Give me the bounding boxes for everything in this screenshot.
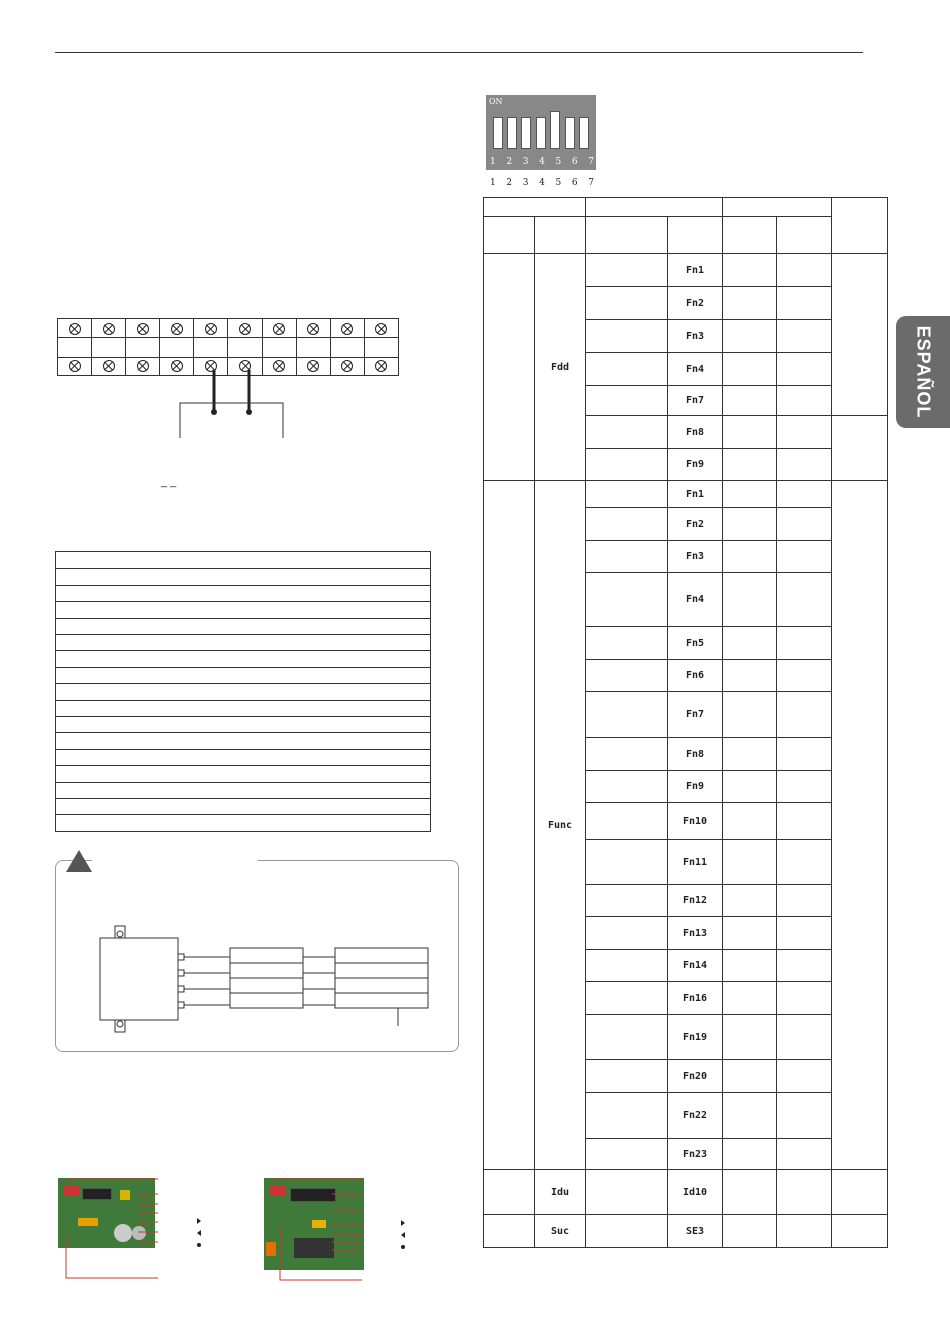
list-row-divider <box>56 683 430 684</box>
terminal-cell <box>194 338 228 357</box>
screw-icon <box>137 323 149 335</box>
function-code: Fn20 <box>668 1060 723 1093</box>
function-table <box>483 197 888 1248</box>
function-code: Fn3 <box>668 541 723 573</box>
screw-icon <box>273 323 285 335</box>
dip-num: 5 <box>555 157 562 167</box>
value-cell <box>777 692 832 738</box>
dip-num: 5 <box>555 178 562 188</box>
function-code: Id10 <box>668 1170 723 1215</box>
subheader-cell <box>777 217 832 254</box>
remark-cell <box>832 254 888 416</box>
terminal-cell <box>92 319 126 338</box>
value-cell <box>777 738 832 771</box>
remark-cell <box>832 1215 888 1248</box>
list-row-divider <box>56 814 430 815</box>
screw-icon <box>103 360 115 372</box>
value-cell <box>777 541 832 573</box>
list-row-divider <box>56 749 430 750</box>
value-cell <box>723 254 777 287</box>
terminal-cell <box>228 319 262 338</box>
group-cell <box>484 481 535 1170</box>
terminal-cell <box>126 338 160 357</box>
function-code: Fn1 <box>668 481 723 508</box>
header-rule <box>55 52 863 53</box>
description-cell <box>586 885 668 917</box>
subheader-cell <box>535 217 586 254</box>
description-cell <box>586 353 668 386</box>
value-cell <box>777 287 832 320</box>
warning-icon <box>66 850 92 872</box>
description-cell <box>586 508 668 541</box>
value-cell <box>777 386 832 416</box>
terminal-cell <box>331 356 365 375</box>
value-cell <box>723 320 777 353</box>
description-cell <box>586 1215 668 1248</box>
function-code: Fn7 <box>668 692 723 738</box>
description-cell <box>586 573 668 627</box>
description-cell <box>586 627 668 660</box>
description-cell <box>586 1015 668 1060</box>
dip-num: 1 <box>490 157 496 167</box>
group-label: Func <box>535 481 586 1170</box>
remark-cell <box>832 1170 888 1215</box>
value-cell <box>777 627 832 660</box>
terminal-block <box>57 318 399 376</box>
function-code: Fn10 <box>668 803 723 840</box>
list-row-divider <box>56 601 430 602</box>
value-cell <box>777 573 832 627</box>
value-cell <box>777 1170 832 1215</box>
function-code: Fn6 <box>668 660 723 692</box>
function-code: Fn7 <box>668 386 723 416</box>
screw-icon <box>205 323 217 335</box>
value-cell <box>723 287 777 320</box>
function-code: Fn16 <box>668 982 723 1015</box>
description-cell <box>586 287 668 320</box>
screw-icon <box>137 360 149 372</box>
dip-numbers-below <box>490 178 594 188</box>
value-cell <box>723 508 777 541</box>
terminal-cell <box>263 319 297 338</box>
header-cell <box>586 198 723 217</box>
function-code: Fn1 <box>668 254 723 287</box>
terminal-cell <box>126 319 160 338</box>
terminal-cell <box>365 356 398 375</box>
value-cell <box>723 840 777 885</box>
dip-switch-5 <box>550 111 560 149</box>
function-code: Fn22 <box>668 1093 723 1139</box>
terminal-cell <box>331 338 365 357</box>
list-row-divider <box>56 650 430 651</box>
function-code: Fn8 <box>668 738 723 771</box>
dip-num: 4 <box>539 157 545 167</box>
table-row <box>484 481 888 508</box>
group-label: Idu <box>535 1170 586 1215</box>
description-cell <box>586 320 668 353</box>
value-cell <box>723 416 777 449</box>
screw-icon <box>307 360 319 372</box>
dip-num: 4 <box>539 178 545 188</box>
function-code: Fn9 <box>668 771 723 803</box>
value-cell <box>723 803 777 840</box>
value-cell <box>723 386 777 416</box>
description-cell <box>586 771 668 803</box>
value-cell <box>777 1015 832 1060</box>
screw-icon <box>307 323 319 335</box>
pcb-callouts-right <box>262 1176 412 1286</box>
value-cell <box>777 1060 832 1093</box>
description-cell <box>586 660 668 692</box>
function-code: Fn11 <box>668 840 723 885</box>
terminal-cell <box>263 338 297 357</box>
list-row-divider <box>56 782 430 783</box>
subheader-cell <box>668 217 723 254</box>
screw-icon <box>341 360 353 372</box>
dip-num: 7 <box>588 178 594 188</box>
value-cell <box>777 885 832 917</box>
terminal-wiring <box>170 370 300 445</box>
function-code: Fn3 <box>668 320 723 353</box>
value-cell <box>777 254 832 287</box>
table-row <box>484 1170 888 1215</box>
value-cell <box>777 353 832 386</box>
value-cell <box>723 738 777 771</box>
value-cell <box>777 1093 832 1139</box>
function-code: Fn4 <box>668 573 723 627</box>
dip-num: 7 <box>588 157 594 167</box>
group-cell <box>484 254 535 481</box>
dip-num: 6 <box>571 157 578 167</box>
value-cell <box>777 416 832 449</box>
terminal-cell <box>92 356 126 375</box>
description-cell <box>586 1139 668 1170</box>
function-code: Fn8 <box>668 416 723 449</box>
screw-icon <box>239 323 251 335</box>
function-code: Fn14 <box>668 950 723 982</box>
description-cell <box>586 1093 668 1139</box>
terminal-cell <box>297 356 331 375</box>
value-cell <box>777 982 832 1015</box>
wiring-note: _ _ <box>161 476 177 488</box>
function-code: Fn4 <box>668 353 723 386</box>
list-row-divider <box>56 634 430 635</box>
list-row-divider <box>56 716 430 717</box>
screw-icon <box>375 323 387 335</box>
value-cell <box>777 320 832 353</box>
value-cell <box>777 917 832 950</box>
terminal-cell <box>194 319 228 338</box>
list-row-divider <box>56 568 430 569</box>
terminal-cell <box>58 338 92 357</box>
list-row-divider <box>56 618 430 619</box>
value-cell <box>723 660 777 692</box>
value-cell <box>777 840 832 885</box>
header-cell <box>723 198 832 217</box>
value-cell <box>723 573 777 627</box>
list-row-divider <box>56 732 430 733</box>
list-row-divider <box>56 667 430 668</box>
value-cell <box>723 1215 777 1248</box>
function-code: Fn2 <box>668 508 723 541</box>
value-cell <box>723 1015 777 1060</box>
value-cell <box>777 481 832 508</box>
spec-list-box <box>55 551 431 832</box>
screw-icon <box>341 323 353 335</box>
terminal-cell <box>297 338 331 357</box>
terminal-cell <box>160 319 194 338</box>
dip-num: 6 <box>571 178 578 188</box>
pcb-callouts-left <box>58 1176 218 1282</box>
remark-cell <box>832 481 888 1170</box>
description-cell <box>586 481 668 508</box>
value-cell <box>777 1215 832 1248</box>
function-code: Fn19 <box>668 1015 723 1060</box>
function-code: Fn13 <box>668 917 723 950</box>
screw-icon <box>103 323 115 335</box>
subheader-cell <box>723 217 777 254</box>
subheader-cell <box>484 217 535 254</box>
header-cell <box>484 198 586 217</box>
dip-num: 3 <box>522 157 529 167</box>
function-code: SE3 <box>668 1215 723 1248</box>
terminal-cell <box>58 356 92 375</box>
subheader-cell <box>586 217 668 254</box>
value-cell <box>723 627 777 660</box>
dip-num: 2 <box>506 157 513 167</box>
description-cell <box>586 692 668 738</box>
screw-icon <box>69 360 81 372</box>
function-code: Fn12 <box>668 885 723 917</box>
dip-on-label: ON <box>489 97 503 106</box>
dip-num: 3 <box>522 178 529 188</box>
value-cell <box>777 449 832 481</box>
value-cell <box>723 449 777 481</box>
dip-num: 1 <box>490 178 496 188</box>
terminal-cell <box>126 356 160 375</box>
screw-icon <box>171 323 183 335</box>
dip-switch-image <box>486 95 596 170</box>
description-cell <box>586 840 668 885</box>
description-cell <box>586 982 668 1015</box>
language-tab <box>896 316 950 428</box>
list-row-divider <box>56 765 430 766</box>
description-cell <box>586 1170 668 1215</box>
description-cell <box>586 254 668 287</box>
function-code: Fn9 <box>668 449 723 481</box>
description-cell <box>586 1060 668 1093</box>
dip-switch-7 <box>579 117 589 149</box>
value-cell <box>723 1139 777 1170</box>
description-cell <box>586 416 668 449</box>
value-cell <box>723 1093 777 1139</box>
table-row <box>484 254 888 287</box>
terminal-cell <box>58 319 92 338</box>
value-cell <box>777 508 832 541</box>
value-cell <box>777 660 832 692</box>
value-cell <box>723 982 777 1015</box>
description-cell <box>586 803 668 840</box>
description-cell <box>586 386 668 416</box>
value-cell <box>723 950 777 982</box>
description-cell <box>586 541 668 573</box>
value-cell <box>723 541 777 573</box>
header-cell <box>832 198 888 254</box>
function-code: Fn5 <box>668 627 723 660</box>
terminal-cell <box>92 338 126 357</box>
dip-switch-4 <box>536 117 546 149</box>
list-row-divider <box>56 585 430 586</box>
value-cell <box>777 803 832 840</box>
description-cell <box>586 738 668 771</box>
terminal-cell <box>228 338 262 357</box>
value-cell <box>723 771 777 803</box>
dip-switch-2 <box>507 117 517 149</box>
terminal-cell <box>297 319 331 338</box>
dip-switch-1 <box>493 117 503 149</box>
value-cell <box>723 885 777 917</box>
value-cell <box>723 481 777 508</box>
value-cell <box>723 917 777 950</box>
language-tab-label: ESPAÑOL <box>913 325 934 419</box>
terminal-cell <box>365 319 398 338</box>
value-cell <box>723 1060 777 1093</box>
function-code: Fn2 <box>668 287 723 320</box>
description-cell <box>586 950 668 982</box>
group-cell <box>484 1170 535 1215</box>
value-cell <box>723 1170 777 1215</box>
connection-diagram <box>95 920 435 1040</box>
value-cell <box>777 950 832 982</box>
screw-icon <box>69 323 81 335</box>
value-cell <box>777 771 832 803</box>
value-cell <box>723 353 777 386</box>
remark-cell <box>832 416 888 481</box>
value-cell <box>723 692 777 738</box>
dip-switch-3 <box>521 117 531 149</box>
terminal-cell <box>365 338 398 357</box>
description-cell <box>586 449 668 481</box>
value-cell <box>777 1139 832 1170</box>
group-label: Suc <box>535 1215 586 1248</box>
group-cell <box>484 1215 535 1248</box>
function-code: Fn23 <box>668 1139 723 1170</box>
dip-switch-6 <box>565 117 575 149</box>
terminal-cell <box>331 319 365 338</box>
dip-num: 2 <box>506 178 513 188</box>
screw-icon <box>375 360 387 372</box>
list-row-divider <box>56 700 430 701</box>
group-label: Fdd <box>535 254 586 481</box>
list-row-divider <box>56 798 430 799</box>
terminal-cell <box>160 338 194 357</box>
table-row <box>484 1215 888 1248</box>
description-cell <box>586 917 668 950</box>
